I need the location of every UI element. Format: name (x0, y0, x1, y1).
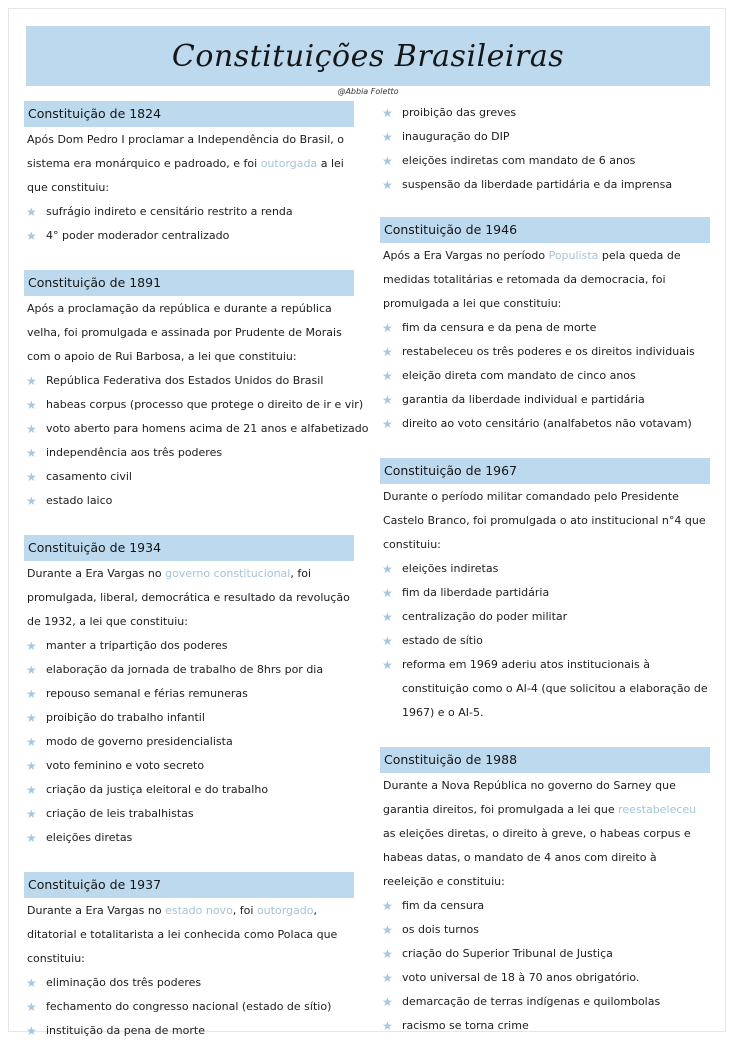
star-icon: ★ (26, 398, 37, 412)
list-item-text: fechamento do congresso nacional (estado de sítio) (46, 1000, 332, 1013)
intro-text: Durante a Era Vargas no (27, 904, 166, 917)
section-intro (24, 296, 354, 369)
list-item-text: sufrágio indireto e censitário restrito a renda (46, 205, 293, 218)
star-icon: ★ (382, 130, 393, 144)
list-item (24, 1019, 354, 1043)
intro-text: Após a Era Vargas no período (383, 249, 549, 262)
list-item-text: fim da liberdade partidária (402, 586, 550, 599)
list-item (24, 778, 354, 802)
list-item-text: fim da censura (402, 899, 485, 912)
bullet-list (24, 369, 369, 513)
section-intro (24, 898, 354, 971)
star-icon: ★ (382, 947, 393, 961)
intro-text: Após Dom Pedro I proclamar a Independência do Brasil, o sistema era monárquico e padroado, e foi (27, 133, 345, 170)
list-item-text: instituição da pena de morte (46, 1024, 205, 1037)
section-intro (24, 127, 354, 200)
list-item (380, 990, 710, 1014)
star-icon: ★ (26, 687, 37, 701)
title-banner (26, 26, 710, 86)
section-c1891 (24, 270, 369, 513)
list-item-text: criação de leis trabalhistas (46, 807, 194, 820)
section-c1937-cont (380, 101, 710, 197)
bullet-list (380, 894, 710, 1038)
list-item-text: proibição das greves (402, 106, 517, 119)
star-icon: ★ (382, 178, 393, 192)
list-item (24, 754, 354, 778)
intro-text: Durante o período militar comandado pelo Presidente Castelo Branco, foi promulgada o ato institucional n°4 que constituiu: (383, 490, 706, 551)
star-icon: ★ (382, 610, 393, 624)
list-item-text: eleição direta com mandato de cinco anos (402, 369, 636, 382)
star-icon: ★ (382, 106, 393, 120)
highlighted-term: estado novo (165, 904, 233, 917)
list-item (380, 894, 710, 918)
highlighted-term: reestabeleceu (618, 803, 697, 816)
list-item (380, 125, 710, 149)
section-header: Constituição de 1988 (380, 747, 710, 773)
section-c1937 (24, 872, 354, 1043)
intro-text: Durante a Nova República no governo do Sarney que garantia direitos, foi promulgada a lei que (383, 779, 676, 816)
list-item-text: inauguração do DIP (402, 130, 510, 143)
list-item (380, 557, 710, 581)
list-item-text: independência aos três poderes (46, 446, 223, 459)
list-item-text: proibição do trabalho infantil (46, 711, 205, 724)
list-item (380, 1014, 710, 1038)
list-item (24, 417, 369, 441)
list-item (24, 465, 354, 489)
list-item-text: voto universal de 18 à 70 anos obrigatório. (402, 971, 640, 984)
star-icon: ★ (26, 735, 37, 749)
list-item-text: voto feminino e voto secreto (46, 759, 205, 772)
list-item-text: direito ao voto censitário (analfabetos não votavam) (402, 417, 692, 430)
list-item-text: repouso semanal e férias remuneras (46, 687, 248, 700)
intro-text: pela queda de medidas totalitárias e retomada da democracia, foi promulgada a lei que constituiu: (383, 249, 681, 310)
list-item (24, 730, 354, 754)
intro-text: Após a proclamação da república e durante a república velha, foi promulgada e assinada por Prudente de Morais com o apoio de Rui Barbosa, a lei que constituiu: (27, 302, 342, 363)
section-header: Constituição de 1824 (24, 101, 354, 127)
star-icon: ★ (382, 417, 393, 431)
list-item-text: República Federativa dos Estados Unidos do Brasil (46, 374, 324, 387)
list-item (24, 658, 354, 682)
star-icon: ★ (26, 422, 37, 436)
section-c1946 (380, 217, 710, 436)
left-column (24, 101, 369, 1043)
list-item-text: modo de governo presidencialista (46, 735, 233, 748)
list-item-text: 4° poder moderador centralizado (46, 229, 230, 242)
list-item (24, 224, 354, 248)
highlighted-term: Populista (548, 249, 599, 262)
list-item (24, 200, 354, 224)
list-item (24, 393, 364, 417)
star-icon: ★ (382, 971, 393, 985)
list-item-text: habeas corpus (processo que protege o direito de ir e vir) (46, 398, 364, 411)
intro-text: as eleições diretas, o direito à greve, o habeas corpus e habeas datas, o mandato de 4 anos com direito à reeleição e constituiu: (383, 827, 691, 888)
star-icon: ★ (382, 369, 393, 383)
list-item (380, 653, 710, 725)
list-item-text: centralização do poder militar (402, 610, 568, 623)
section-c1988 (380, 747, 710, 1038)
list-item (24, 971, 354, 995)
star-icon: ★ (26, 663, 37, 677)
list-item (380, 364, 710, 388)
list-item (380, 340, 710, 364)
star-icon: ★ (26, 205, 37, 219)
star-icon: ★ (382, 321, 393, 335)
list-item-text: criação do Superior Tribunal de Justiça (402, 947, 613, 960)
section-intro (380, 484, 710, 557)
bullet-list (380, 316, 710, 436)
list-item (380, 581, 710, 605)
section-intro (380, 773, 710, 894)
star-icon: ★ (26, 494, 37, 508)
list-item (380, 605, 710, 629)
list-item (24, 826, 354, 850)
star-icon: ★ (382, 899, 393, 913)
bullet-list (24, 634, 354, 850)
list-item (380, 149, 710, 173)
section-intro (24, 561, 354, 634)
list-item (24, 706, 354, 730)
list-item-text: eleições indiretas com mandato de 6 anos (402, 154, 636, 167)
list-item-text: casamento civil (46, 470, 132, 483)
list-item-text: fim da censura e da pena de morte (402, 321, 597, 334)
list-item-text: suspensão da liberdade partidária e da imprensa (402, 178, 673, 191)
star-icon: ★ (382, 923, 393, 937)
list-item-text: criação da justiça eleitoral e do trabalho (46, 783, 269, 796)
star-icon: ★ (382, 586, 393, 600)
list-item (380, 629, 710, 653)
section-header: Constituição de 1891 (24, 270, 354, 296)
star-icon: ★ (382, 345, 393, 359)
list-item (24, 489, 354, 513)
star-icon: ★ (26, 1024, 37, 1038)
list-item-text: eleições indiretas (402, 562, 499, 575)
author-handle: @Abbia Foletto (337, 87, 399, 96)
star-icon: ★ (26, 976, 37, 990)
list-item-text: eleições diretas (46, 831, 133, 844)
star-icon: ★ (382, 995, 393, 1009)
bullet-list (24, 971, 354, 1043)
section-header: Constituição de 1946 (380, 217, 710, 243)
list-item (380, 412, 710, 436)
highlighted-term: outorgada (260, 157, 318, 170)
list-item (380, 101, 710, 125)
star-icon: ★ (26, 229, 37, 243)
intro-text: Durante a Era Vargas no (27, 567, 166, 580)
list-item (380, 942, 710, 966)
intro-text: a lei que constituiu: (27, 157, 344, 194)
section-c1967 (380, 458, 710, 725)
star-icon: ★ (26, 831, 37, 845)
star-icon: ★ (382, 1019, 393, 1033)
list-item (380, 388, 710, 412)
list-item-text: demarcação de terras indígenas e quilombolas (402, 995, 661, 1008)
star-icon: ★ (26, 759, 37, 773)
list-item (24, 634, 354, 658)
star-icon: ★ (26, 807, 37, 821)
bullet-list (24, 200, 354, 248)
star-icon: ★ (26, 783, 37, 797)
star-icon: ★ (26, 446, 37, 460)
star-icon: ★ (26, 639, 37, 653)
list-item-text: eliminação dos três poderes (46, 976, 202, 989)
list-item (380, 918, 710, 942)
section-intro (380, 243, 710, 316)
list-item (380, 173, 710, 197)
page-title: Constituições Brasileiras (171, 38, 565, 74)
list-item-text: restabeleceu os três poderes e os direitos individuais (402, 345, 695, 358)
star-icon: ★ (382, 393, 393, 407)
section-c1934 (24, 535, 354, 850)
list-item (24, 802, 354, 826)
highlighted-term: outorgado (256, 904, 314, 917)
list-item (24, 369, 354, 393)
intro-text: , ditatorial e totalitarista a lei conhecida como Polaca que constituiu: (27, 904, 338, 965)
star-icon: ★ (382, 658, 393, 672)
highlighted-term: governo constitucional (165, 567, 291, 580)
star-icon: ★ (26, 470, 37, 484)
list-item-text: racismo se torna crime (402, 1019, 529, 1032)
list-item-text: os dois turnos (402, 923, 479, 936)
intro-text: , foi promulgada, liberal, democrática e resultado da revolução de 1932, a lei que constituiu: (27, 567, 350, 628)
star-icon: ★ (26, 1000, 37, 1014)
section-header: Constituição de 1934 (24, 535, 354, 561)
list-item (24, 682, 354, 706)
list-item (24, 995, 354, 1019)
list-item-text: manter a tripartição dos poderes (46, 639, 228, 652)
bullet-list (380, 101, 710, 197)
section-header: Constituição de 1967 (380, 458, 710, 484)
list-item-text: reforma em 1969 aderiu atos institucionais à constituição como o AI-4 (que solicitou a elaboração de 1967) e o AI-5. (402, 658, 708, 719)
list-item-text: estado laico (46, 494, 113, 507)
section-c1824 (24, 101, 354, 248)
section-header: Constituição de 1937 (24, 872, 354, 898)
star-icon: ★ (26, 711, 37, 725)
list-item-text: voto aberto para homens acima de 21 anos e alfabetizado (46, 422, 369, 435)
list-item-text: garantia da liberdade individual e partidária (402, 393, 645, 406)
star-icon: ★ (382, 562, 393, 576)
bullet-list (380, 557, 710, 725)
list-item (380, 316, 710, 340)
star-icon: ★ (26, 374, 37, 388)
list-item-text: elaboração da jornada de trabalho de 8hrs por dia (46, 663, 324, 676)
list-item (380, 966, 710, 990)
star-icon: ★ (382, 634, 393, 648)
list-item-text: estado de sítio (402, 634, 483, 647)
right-column (380, 101, 710, 1038)
intro-text: , foi (232, 904, 257, 917)
list-item (24, 441, 354, 465)
star-icon: ★ (382, 154, 393, 168)
